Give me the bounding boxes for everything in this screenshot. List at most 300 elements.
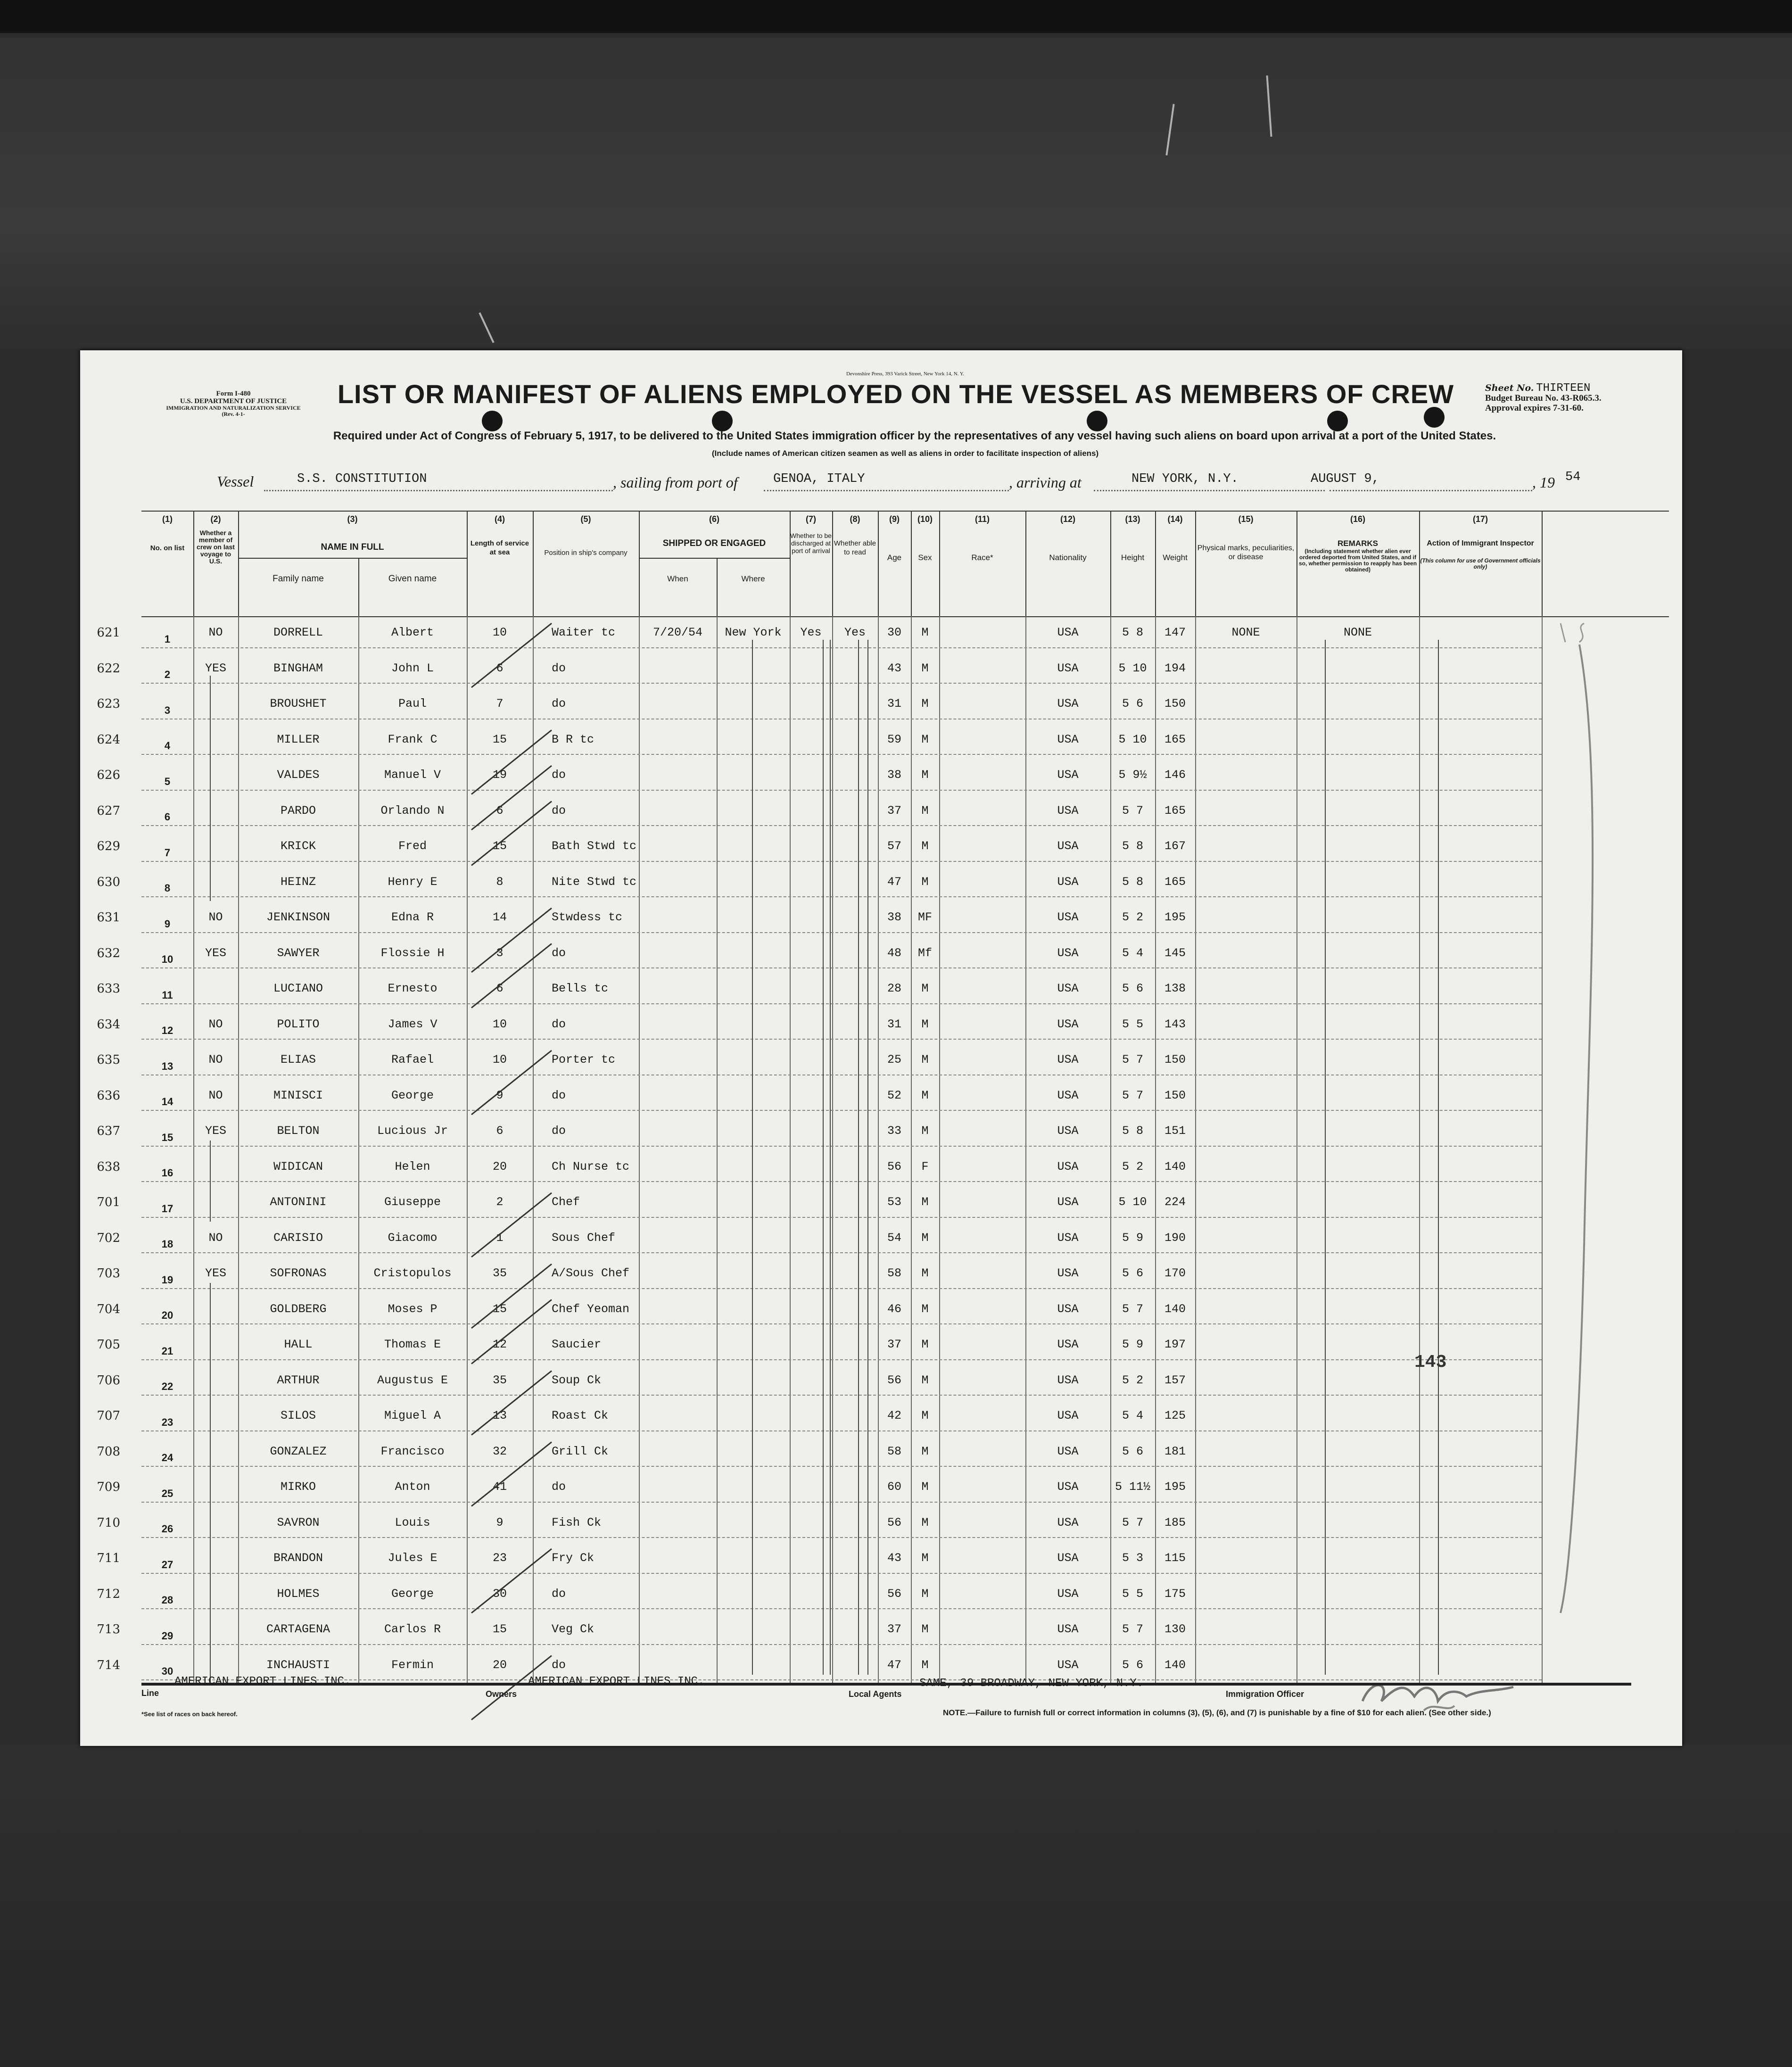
- cell-position: do: [552, 768, 566, 782]
- row-rule: [141, 683, 1542, 684]
- cell-given: Anton: [395, 1480, 430, 1494]
- cell-age: 31: [887, 697, 901, 711]
- cell-sex: M: [921, 803, 929, 818]
- cell-read: Yes: [844, 626, 866, 639]
- cell-sex: M: [921, 1658, 929, 1672]
- film-upper-band: [0, 38, 1792, 349]
- row-rule: [141, 647, 1542, 648]
- row-number: 28: [161, 1594, 173, 1606]
- margin-number: 702: [97, 1231, 120, 1245]
- cell-age: 59: [887, 732, 901, 746]
- cell-family: ELIAS: [280, 1053, 316, 1067]
- cell-sex: M: [921, 1302, 929, 1316]
- cell-family: HEINZ: [280, 875, 316, 889]
- owners-label: Owners: [486, 1689, 517, 1699]
- cell-age: 33: [887, 1124, 901, 1138]
- cell-given: Giacomo: [388, 1231, 438, 1245]
- cell-position: Grill Ck: [552, 1444, 609, 1458]
- cell-service: 10: [492, 626, 507, 639]
- row-number: 30: [161, 1665, 173, 1677]
- cell-crew: YES: [205, 1124, 226, 1138]
- cell-service: 14: [492, 910, 507, 924]
- ditto-mark: [823, 640, 824, 1675]
- cell-nationality: USA: [1057, 1444, 1079, 1458]
- margin-number: 624: [97, 732, 120, 747]
- column-rule: [1110, 511, 1111, 616]
- col-header-c16: REMARKS: [1338, 539, 1378, 548]
- col-header-c13: Height: [1121, 553, 1145, 562]
- cell-service: 20: [492, 1159, 507, 1174]
- cell-position: do: [552, 1480, 566, 1494]
- form-id-block: [151, 390, 316, 417]
- cell-position: Sous Chef: [552, 1231, 616, 1245]
- cell-given: Rafael: [391, 1053, 434, 1067]
- cell-given: George: [391, 1088, 434, 1102]
- cell-height: 5 8: [1122, 839, 1143, 853]
- cell-height: 5 3: [1122, 1551, 1143, 1565]
- cell-position: Veg Ck: [552, 1622, 595, 1636]
- cell-weight: 146: [1164, 768, 1186, 782]
- cell-nationality: USA: [1057, 803, 1079, 818]
- cell-given: George: [391, 1587, 434, 1601]
- cell-position: B R tc: [552, 732, 595, 746]
- cell-sex: M: [921, 1515, 929, 1530]
- cell-age: 56: [887, 1515, 901, 1530]
- budget-number: Budget Bureau No. 43-R065.3.: [1485, 393, 1602, 403]
- cell-service: 13: [492, 1409, 507, 1422]
- cell-sex: M: [921, 1231, 929, 1245]
- margin-number: 706: [97, 1373, 120, 1388]
- arriving-port: NEW YORK, N.Y.: [1131, 472, 1239, 486]
- cell-sex: M: [921, 982, 929, 995]
- margin-number: 637: [97, 1124, 120, 1138]
- cell-weight: 165: [1164, 803, 1186, 818]
- cell-given: Jules E: [388, 1551, 438, 1565]
- row-rule: [141, 1110, 1542, 1111]
- page-stamp: 143: [1414, 1352, 1447, 1372]
- cell-age: 43: [887, 661, 901, 675]
- form-number: Form I-480: [216, 390, 251, 397]
- cell-given: Ernesto: [388, 982, 438, 995]
- col-header-c1: No. on list: [150, 544, 185, 552]
- margin-number: 632: [97, 946, 120, 960]
- cell-service: 15: [492, 839, 507, 853]
- row-number: 26: [161, 1523, 173, 1535]
- row-rule: [141, 1608, 1542, 1609]
- col-header-c17: Action of Immigrant Inspector: [1427, 539, 1534, 547]
- cell-age: 37: [887, 1622, 901, 1636]
- cell-position: Fry Ck: [552, 1551, 595, 1565]
- ditto-mark: [867, 640, 868, 1675]
- cell-sex: M: [921, 1124, 929, 1138]
- margin-number: 703: [97, 1266, 120, 1281]
- cell-service: 30: [492, 1587, 507, 1601]
- cell-given: Francisco: [380, 1444, 445, 1458]
- arrival-year: 54: [1565, 470, 1581, 484]
- cell-age: 58: [887, 1266, 901, 1280]
- column-rule: [1195, 616, 1196, 1684]
- cell-remarks: NONE: [1343, 626, 1372, 639]
- cell-position: do: [552, 661, 566, 675]
- cell-family: KRICK: [280, 839, 316, 853]
- form-revision: (Rev. 4-1-: [222, 411, 245, 417]
- cell-service: 7: [496, 697, 504, 711]
- cell-crew: NO: [208, 626, 223, 639]
- row-number: 18: [161, 1238, 173, 1250]
- row-number: 6: [164, 811, 171, 823]
- row-number: 22: [161, 1381, 173, 1392]
- row-number: 9: [164, 918, 171, 930]
- cell-service: 10: [492, 1053, 507, 1067]
- col-number: (16): [1350, 514, 1365, 524]
- cell-weight: 151: [1164, 1124, 1186, 1138]
- cell-sex: M: [921, 1053, 929, 1067]
- sailing-port: GENOA, ITALY: [773, 472, 865, 486]
- cell-position: Saucier: [552, 1338, 602, 1351]
- cell-age: 57: [887, 839, 901, 853]
- cell-nationality: USA: [1057, 1338, 1079, 1351]
- cell-height: 5 9½: [1118, 768, 1147, 782]
- fine-note: NOTE.—Failure to furnish full or correct information in columns (3), (5), (6), and (7) is punishable by a fine of $10 for each alien. (See other side.): [943, 1708, 1491, 1717]
- cell-position: A/Sous Chef: [552, 1266, 630, 1280]
- vessel-label: Vessel: [217, 473, 254, 490]
- cell-service: 9: [496, 1088, 504, 1102]
- cell-nationality: USA: [1057, 1266, 1079, 1280]
- row-rule: [141, 1502, 1542, 1503]
- cell-age: 56: [887, 1587, 901, 1601]
- column-rule: [358, 558, 359, 616]
- cell-sex: M: [921, 661, 929, 675]
- cell-family: BRANDON: [273, 1551, 323, 1565]
- row-rule: [141, 1288, 1542, 1289]
- cell-crew: NO: [208, 1017, 223, 1031]
- row-rule: [141, 1573, 1542, 1574]
- cell-given: Augustus E: [377, 1373, 448, 1387]
- row-number: 1: [164, 633, 171, 645]
- column-rule: [639, 511, 640, 616]
- cell-sex: M: [921, 1444, 929, 1458]
- column-rule: [1542, 616, 1543, 1684]
- ditto-mark: [1438, 640, 1439, 1675]
- cell-nationality: USA: [1057, 1195, 1079, 1209]
- cell-family: GOLDBERG: [270, 1302, 327, 1316]
- cell-sex: M: [921, 1587, 929, 1601]
- ditto-mark: [858, 640, 859, 1675]
- cell-weight: 195: [1164, 1480, 1186, 1494]
- cell-family: SOFRONAS: [270, 1266, 327, 1280]
- cell-family: BELTON: [277, 1124, 320, 1138]
- margin-number: 629: [97, 839, 120, 853]
- cell-service: 35: [492, 1266, 507, 1280]
- cell-height: 5 8: [1122, 626, 1143, 639]
- manifest-sheet: [80, 350, 1682, 1746]
- cell-service: 23: [492, 1551, 507, 1565]
- cell-weight: 147: [1164, 626, 1186, 639]
- row-rule: [141, 1252, 1542, 1253]
- col-header-c6: SHIPPED OR ENGAGED: [662, 538, 766, 548]
- cell-service: 41: [492, 1480, 507, 1494]
- row-number: 23: [161, 1416, 173, 1428]
- cell-height: 5 7: [1122, 1088, 1143, 1102]
- col-header-c12: Nationality: [1049, 553, 1087, 562]
- cell-weight: 185: [1164, 1515, 1186, 1530]
- cell-age: 43: [887, 1551, 901, 1565]
- column-rule: [1195, 511, 1196, 616]
- punch-hole: [1087, 411, 1107, 431]
- column-rule: [1155, 511, 1156, 616]
- row-number: 5: [164, 775, 171, 787]
- cell-position: do: [552, 1088, 566, 1102]
- cell-sex: M: [921, 1373, 929, 1387]
- cell-service: 20: [492, 1658, 507, 1672]
- cell-position: do: [552, 946, 566, 960]
- margin-number: 705: [97, 1338, 120, 1352]
- cell-age: 60: [887, 1480, 901, 1494]
- col-number: (5): [580, 514, 591, 524]
- cell-service: 19: [492, 768, 507, 782]
- sheet-number: THIRTEEN: [1536, 382, 1591, 395]
- row-number: 2: [164, 669, 171, 680]
- row-rule: [141, 754, 1542, 755]
- owners-value: AMERICAN EXPORT LINES INC.: [528, 1675, 705, 1688]
- column-rule: [832, 511, 833, 616]
- cell-height: 5 4: [1122, 946, 1143, 960]
- cell-family: MIRKO: [280, 1480, 316, 1494]
- margin-number: 621: [97, 626, 120, 640]
- cell-nationality: USA: [1057, 1658, 1079, 1672]
- cell-height: 5 2: [1122, 1159, 1143, 1174]
- cell-weight: 138: [1164, 982, 1186, 995]
- row-number: 14: [161, 1096, 173, 1108]
- arriving-label: , arriving at: [1009, 474, 1082, 491]
- cell-family: SAWYER: [277, 946, 320, 960]
- cell-given: Thomas E: [384, 1338, 441, 1351]
- cell-family: DORRELL: [273, 626, 323, 639]
- cell-height: 5 7: [1122, 1515, 1143, 1530]
- cell-nationality: USA: [1057, 1409, 1079, 1422]
- row-rule: [141, 1217, 1542, 1218]
- cell-height: 5 7: [1122, 1302, 1143, 1316]
- line-label: Line: [141, 1688, 159, 1698]
- cell-height: 5 6: [1122, 1266, 1143, 1280]
- cell-height: 5 11½: [1115, 1480, 1150, 1494]
- cell-weight: 143: [1164, 1017, 1186, 1031]
- column-rule: [533, 511, 534, 616]
- cell-nationality: USA: [1057, 910, 1079, 924]
- cell-service: 2: [496, 1195, 504, 1209]
- row-rule: [141, 1537, 1542, 1538]
- agents-value: SAME, 39 BROADWAY, NEW YORK, N.Y.: [919, 1677, 1144, 1690]
- cell-nationality: USA: [1057, 1017, 1079, 1031]
- punch-hole: [1424, 407, 1445, 428]
- cell-given: Miguel A: [384, 1409, 441, 1422]
- cell-sex: M: [921, 697, 929, 711]
- row-rule: [141, 1395, 1542, 1396]
- cell-given: Moses P: [388, 1302, 438, 1316]
- row-rule: [141, 967, 1542, 968]
- cell-sex: M: [921, 1622, 929, 1636]
- approval-expiry: Approval expires 7-31-60.: [1485, 403, 1584, 413]
- cell-given: Helen: [395, 1159, 430, 1174]
- press-line: Devonshire Press, 393 Varick Street, New York 14, N. Y.: [846, 371, 965, 377]
- col-number: (12): [1060, 514, 1075, 524]
- margin-number: 711: [97, 1551, 120, 1565]
- cell-weight: 115: [1164, 1551, 1186, 1565]
- column-rule: [939, 511, 940, 616]
- cell-height: 5 7: [1122, 803, 1143, 818]
- row-number: 29: [161, 1629, 173, 1642]
- agency-name: U.S. DEPARTMENT OF JUSTICE: [180, 397, 287, 405]
- cell-weight: 165: [1164, 875, 1186, 889]
- col-number: (4): [495, 514, 505, 524]
- cell-position: Roast Ck: [552, 1409, 609, 1422]
- cell-family: VALDES: [277, 768, 320, 782]
- col-number: (8): [850, 514, 860, 524]
- row-number: 3: [164, 704, 171, 716]
- cell-weight: 140: [1164, 1302, 1186, 1316]
- column-rule: [790, 616, 791, 1684]
- cell-given: Albert: [391, 626, 434, 639]
- cell-weight: 181: [1164, 1444, 1186, 1458]
- cell-height: 5 4: [1122, 1409, 1143, 1422]
- cell-sex: M: [921, 875, 929, 889]
- margin-number: 627: [97, 803, 120, 818]
- col-header-c6b: Where: [741, 574, 765, 583]
- cell-family: SAVRON: [277, 1515, 320, 1530]
- row-rule: [141, 896, 1542, 897]
- cell-given: Cristopulos: [373, 1266, 452, 1280]
- row-number: 10: [161, 953, 173, 965]
- col-number: (13): [1125, 514, 1140, 524]
- ditto-mark: [752, 640, 753, 1675]
- row-number: 12: [161, 1025, 173, 1036]
- cell-position: Bells tc: [552, 982, 609, 995]
- cell-family: LUCIANO: [273, 982, 323, 995]
- row-number: 8: [164, 882, 171, 894]
- cell-age: 53: [887, 1195, 901, 1209]
- cell-position: Waiter tc: [552, 626, 616, 639]
- cell-family: ANTONINI: [270, 1195, 327, 1209]
- cell-sex: M: [921, 1409, 929, 1422]
- page-title: LIST OR MANIFEST OF ALIENS EMPLOYED ON THE VESSEL AS MEMBERS OF CREW: [337, 379, 1454, 409]
- punch-hole: [712, 411, 733, 431]
- cell-height: 5 6: [1122, 982, 1143, 995]
- margin-number: 635: [97, 1053, 120, 1067]
- col-header-c10: Sex: [918, 553, 932, 562]
- row-rule: [141, 1430, 1542, 1431]
- col-header-c17sub: (This column for use of Government officials only): [1420, 557, 1541, 570]
- cell-given: Paul: [398, 697, 427, 711]
- cell-weight: 157: [1164, 1373, 1186, 1387]
- col-header-c14: Weight: [1163, 553, 1188, 562]
- cell-position: Porter tc: [552, 1053, 616, 1067]
- column-rule: [878, 511, 879, 616]
- cell-family: POLITO: [277, 1017, 320, 1031]
- cell-weight: 195: [1164, 910, 1186, 924]
- row-rule: [141, 1146, 1542, 1147]
- row-number: 24: [161, 1452, 173, 1463]
- cell-nationality: USA: [1057, 982, 1079, 995]
- cell-given: Flossie H: [380, 946, 445, 960]
- col-header-c11: Race*: [971, 553, 993, 562]
- cell-nationality: USA: [1057, 875, 1079, 889]
- cell-age: 38: [887, 768, 901, 782]
- row-rule: [141, 1644, 1542, 1645]
- cell-position: Fish Ck: [552, 1515, 602, 1530]
- row-number: 15: [161, 1131, 173, 1143]
- cell-crew: NO: [208, 1231, 223, 1245]
- cell-age: 47: [887, 875, 901, 889]
- cell-nationality: USA: [1057, 732, 1079, 746]
- cell-height: 5 2: [1122, 1373, 1143, 1387]
- row-rule: [141, 1039, 1542, 1040]
- cell-height: 5 6: [1122, 1444, 1143, 1458]
- film-top-edge: [0, 0, 1792, 33]
- cell-nationality: USA: [1057, 1088, 1079, 1102]
- row-number: 20: [161, 1309, 173, 1321]
- margin-number: 636: [97, 1088, 120, 1103]
- cell-nationality: USA: [1057, 1587, 1079, 1601]
- cell-sex: M: [921, 1551, 929, 1565]
- cell-age: 37: [887, 1338, 901, 1351]
- cell-age: 47: [887, 1658, 901, 1672]
- row-number: 4: [164, 740, 171, 752]
- sheet-label: Sheet No.: [1485, 383, 1534, 393]
- cell-nationality: USA: [1057, 661, 1079, 675]
- cell-height: 5 10: [1118, 732, 1147, 746]
- cell-nationality: USA: [1057, 1124, 1079, 1138]
- cell-service: 6: [496, 982, 504, 995]
- cell-service: 15: [492, 732, 507, 746]
- col-header-c5: Position in ship's company: [544, 549, 628, 557]
- row-number: 25: [161, 1487, 173, 1499]
- row-number: 21: [161, 1345, 173, 1357]
- cell-family: HOLMES: [277, 1587, 320, 1601]
- cell-family: WIDICAN: [273, 1159, 323, 1174]
- row-rule: [141, 861, 1542, 862]
- col-header-c9: Age: [887, 553, 902, 562]
- cell-age: 42: [887, 1409, 901, 1422]
- cell-weight: 140: [1164, 1658, 1186, 1672]
- cell-weight: 170: [1164, 1266, 1186, 1280]
- cell-weight: 140: [1164, 1159, 1186, 1174]
- margin-number: 709: [97, 1480, 120, 1494]
- row-number: 13: [161, 1060, 173, 1072]
- cell-height: 5 2: [1122, 910, 1143, 924]
- row-number: 17: [161, 1202, 173, 1215]
- col-header-c16sub: (Including statement whether alien ever ordered deported from United States, and if so, whether permission to reapply has been obtained): [1298, 548, 1417, 573]
- margin-number: 701: [97, 1195, 120, 1209]
- cell-weight: 197: [1164, 1338, 1186, 1351]
- column-rule: [832, 616, 833, 1684]
- cell-given: Fred: [398, 839, 427, 853]
- col-number: (2): [210, 514, 221, 524]
- row-number: 11: [162, 989, 173, 1001]
- column-rule: [193, 616, 194, 1684]
- margin-number: 710: [97, 1515, 120, 1530]
- margin-number: 638: [97, 1159, 120, 1174]
- cell-nationality: USA: [1057, 839, 1079, 853]
- cell-family: MINISCI: [273, 1088, 323, 1102]
- cell-position: Ch Nurse tc: [552, 1159, 630, 1174]
- col-header-c3b: Given name: [388, 574, 437, 584]
- margin-number: 630: [97, 875, 120, 889]
- cell-height: 5 8: [1122, 875, 1143, 889]
- col-number: (17): [1472, 514, 1488, 524]
- cell-sex: M: [921, 1266, 929, 1280]
- cell-where: New York: [725, 626, 782, 639]
- col-header-c7: Whether to be discharged at port of arrival: [790, 532, 832, 554]
